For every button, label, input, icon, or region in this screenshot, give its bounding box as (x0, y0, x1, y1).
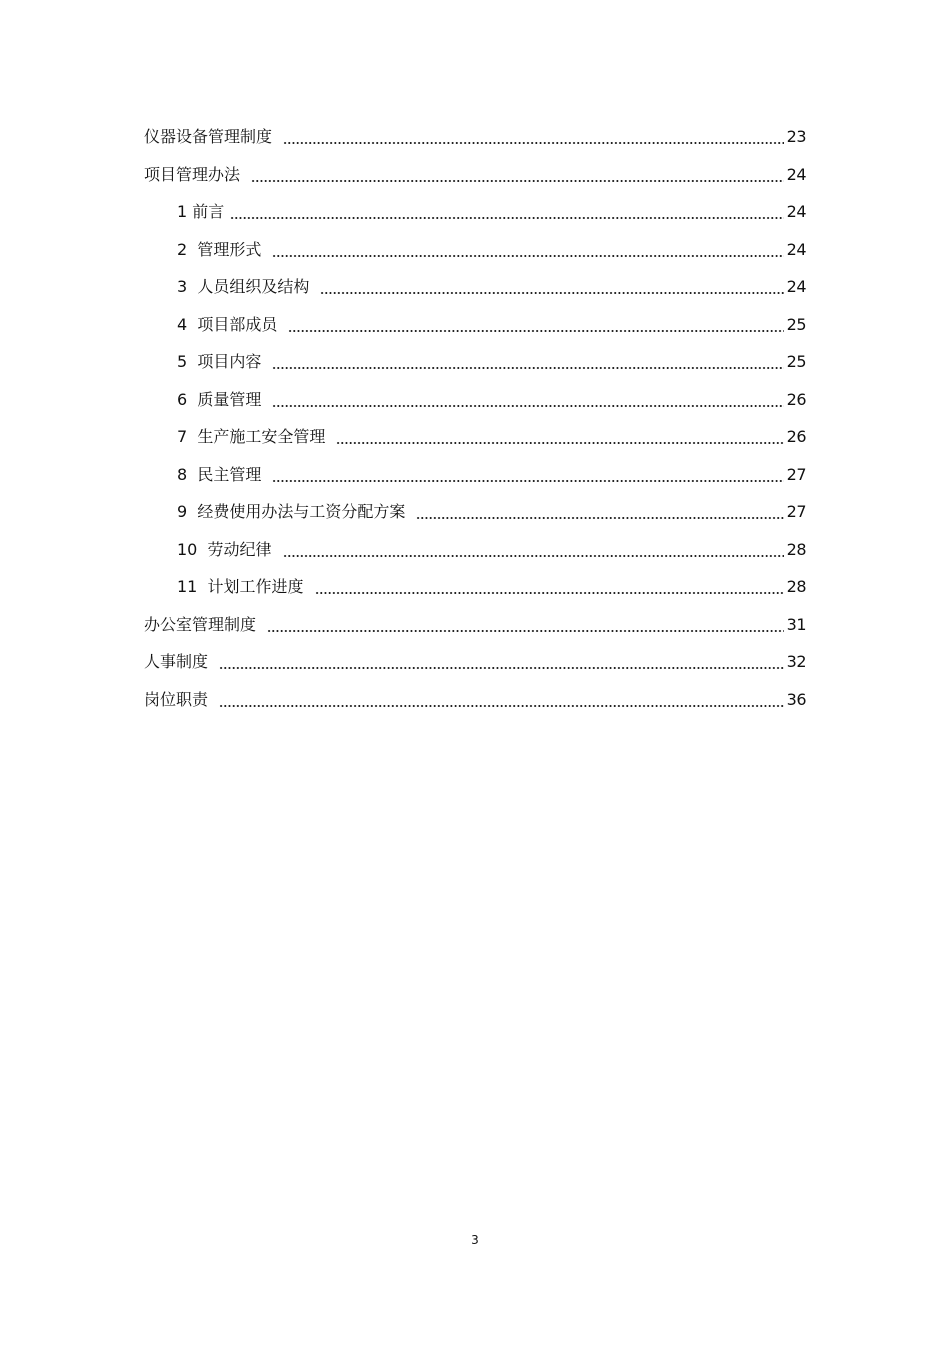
toc-entry (177, 305, 806, 335)
toc-dot-leader (230, 217, 784, 219)
toc-entry-title: 10 劳动纪律 (177, 539, 277, 559)
toc-entry-page: 26 (786, 389, 806, 409)
toc-entry-title: 6 质量管理 (177, 389, 267, 409)
toc-dot-leader (267, 630, 784, 632)
toc-entry-title: 办公室管理制度 (144, 614, 262, 634)
toc-entry-page: 24 (786, 239, 806, 259)
toc-entry (177, 192, 806, 222)
toc-entry-page: 26 (786, 427, 806, 446)
toc-entry-page: 28 (786, 539, 806, 559)
toc-entry-page: 24 (786, 202, 806, 221)
toc-dot-leader (283, 555, 784, 557)
toc-dot-leader (320, 292, 784, 294)
toc-entry (177, 530, 806, 560)
toc-entry-page: 27 (786, 502, 806, 521)
toc-dot-leader (272, 255, 784, 257)
toc-dot-leader (272, 405, 784, 407)
toc-entry-page: 32 (786, 652, 806, 671)
toc-dot-leader (336, 442, 784, 444)
toc-entry-title: 9 经费使用办法与工资分配方案 (177, 502, 411, 521)
toc-entry-title: 仪器设备管理制度 (144, 127, 278, 146)
toc-entry-page: 36 (786, 689, 806, 709)
toc-entry-title: 5 项目内容 (177, 352, 267, 371)
toc-dot-leader (416, 517, 784, 519)
toc-dot-leader (219, 705, 784, 707)
toc-dot-leader (219, 667, 784, 669)
toc-entry (177, 230, 806, 260)
toc-entry (177, 567, 806, 597)
toc-entry-page: 28 (786, 577, 806, 596)
toc-entry-title: 4 项目部成员 (177, 314, 283, 334)
toc-entry-title: 项目管理办法 (144, 164, 246, 184)
toc-dot-leader (283, 142, 784, 144)
toc-dot-leader (288, 330, 784, 332)
toc-entry (144, 680, 806, 710)
toc-entry-title: 2 管理形式 (177, 239, 267, 259)
toc-entry (177, 417, 806, 447)
toc-dot-leader (251, 180, 784, 182)
toc-entry-page: 24 (786, 277, 806, 296)
toc-entry-title: 人事制度 (144, 652, 214, 671)
toc-entry (144, 117, 806, 147)
toc-entry (177, 342, 806, 372)
toc-entry-title: 岗位职责 (144, 689, 214, 709)
toc-entry-title: 11 计划工作进度 (177, 577, 309, 596)
toc-entry (177, 267, 806, 297)
page-number: 3 (471, 1233, 479, 1247)
toc-dot-leader (272, 480, 784, 482)
toc-entry (177, 492, 806, 522)
toc-entry-title: 8 民主管理 (177, 464, 267, 484)
toc-entry-title: 7 生产施工安全管理 (177, 427, 331, 446)
toc-entry-page: 24 (786, 164, 806, 184)
toc-entry (177, 380, 806, 410)
toc-entry-page: 31 (786, 614, 806, 634)
toc-dot-leader (272, 367, 784, 369)
toc-entry-page: 25 (786, 314, 806, 334)
toc-entry-page: 25 (786, 352, 806, 371)
toc-entry (144, 642, 806, 672)
toc-entry-page: 27 (786, 464, 806, 484)
toc-entry (177, 455, 806, 485)
toc-entry-title: 1 前言 (177, 202, 225, 221)
toc-entry (144, 155, 806, 185)
toc-dot-leader (315, 592, 784, 594)
toc-entry-page: 23 (786, 127, 806, 146)
toc-entry-title: 3 人员组织及结构 (177, 277, 315, 296)
toc-entry (144, 605, 806, 635)
